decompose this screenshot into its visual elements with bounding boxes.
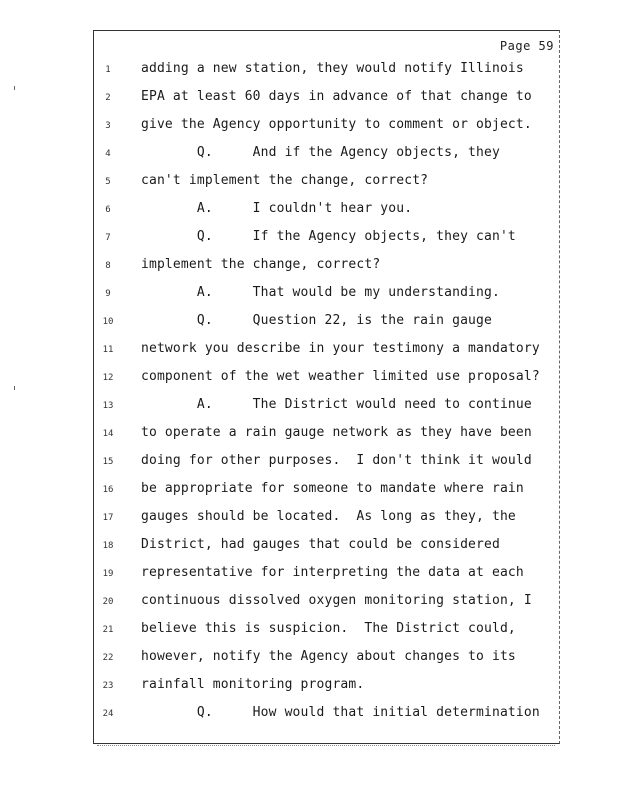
line-number: 19: [102, 569, 114, 579]
line-text: network you describe in your testimony a mandatory: [141, 341, 540, 356]
line-text: continuous dissolved oxygen monitoring station, I: [141, 593, 532, 608]
line-number: 7: [105, 233, 111, 243]
transcript-line: [0, 563, 618, 591]
line-text: give the Agency opportunity to comment or object.: [141, 117, 532, 132]
transcript-line: [0, 703, 618, 731]
transcript-line: [0, 675, 618, 703]
line-text: District, had gauges that could be considered: [141, 537, 500, 552]
line-text: Q. How would that initial determination: [141, 705, 540, 720]
transcript-line: [0, 479, 618, 507]
line-number: 17: [102, 513, 114, 523]
line-text: EPA at least 60 days in advance of that change to: [141, 89, 532, 104]
transcript-line: [0, 451, 618, 479]
transcript-line: [0, 171, 618, 199]
line-number: 20: [102, 597, 114, 607]
transcript-line: [0, 59, 618, 87]
transcript-line: [0, 647, 618, 675]
transcript-line: [0, 591, 618, 619]
line-number: 8: [105, 261, 111, 271]
line-text: representative for interpreting the data at each: [141, 565, 524, 580]
line-text: A. That would be my understanding.: [141, 285, 500, 300]
line-number: 12: [102, 373, 114, 383]
transcript-line: [0, 143, 618, 171]
line-text: Q. And if the Agency objects, they: [141, 145, 500, 160]
line-text: be appropriate for someone to mandate where rain: [141, 481, 524, 496]
transcript-line: [0, 423, 618, 451]
line-number: 11: [102, 345, 114, 355]
transcript-line: [0, 339, 618, 367]
line-number: 21: [102, 625, 114, 635]
line-text: can't implement the change, correct?: [141, 173, 429, 188]
transcript-line: [0, 311, 618, 339]
line-text: A. The District would need to continue: [141, 397, 532, 412]
line-number: 2: [105, 93, 111, 103]
line-number: 6: [105, 205, 111, 215]
page-number: Page 59: [499, 39, 554, 53]
transcript-line: [0, 199, 618, 227]
line-text: doing for other purposes. I don't think it would: [141, 453, 532, 468]
line-text: rainfall monitoring program.: [141, 677, 365, 692]
transcript-line: [0, 535, 618, 563]
transcript-line: [0, 367, 618, 395]
transcript-line: [0, 395, 618, 423]
line-text: component of the wet weather limited use proposal?: [141, 369, 540, 384]
line-number: 23: [102, 681, 114, 691]
transcript-line: [0, 115, 618, 143]
line-number: 4: [105, 149, 111, 159]
line-number: 14: [102, 429, 114, 439]
transcript-line: [0, 87, 618, 115]
transcript-line: [0, 507, 618, 535]
line-text: to operate a rain gauge network as they have been: [141, 425, 532, 440]
line-text: A. I couldn't hear you.: [141, 201, 413, 216]
line-number: 18: [102, 541, 114, 551]
line-number: 15: [102, 457, 114, 467]
line-number: 22: [102, 653, 114, 663]
line-text: gauges should be located. As long as they, the: [141, 509, 516, 524]
line-number: 13: [102, 401, 114, 411]
scan-bottom-edge: [97, 745, 555, 748]
line-text: adding a new station, they would notify Illinois: [141, 61, 524, 76]
transcript-line: [0, 283, 618, 311]
line-number: 10: [102, 317, 114, 327]
line-number: 9: [105, 289, 111, 299]
line-number: 24: [102, 709, 114, 719]
transcript-line: [0, 619, 618, 647]
line-number: 1: [105, 65, 111, 75]
transcript-line: [0, 227, 618, 255]
line-text: believe this is suspicion. The District could,: [141, 621, 516, 636]
line-text: however, notify the Agency about changes to its: [141, 649, 516, 664]
line-number: 3: [105, 121, 111, 131]
line-text: Q. If the Agency objects, they can't: [141, 229, 516, 244]
transcript-lines: [0, 59, 618, 731]
line-text: Q. Question 22, is the rain gauge: [141, 313, 492, 328]
transcript-line: [0, 255, 618, 283]
line-number: 5: [105, 177, 111, 187]
line-text: implement the change, correct?: [141, 257, 381, 272]
line-number: 16: [102, 485, 114, 495]
